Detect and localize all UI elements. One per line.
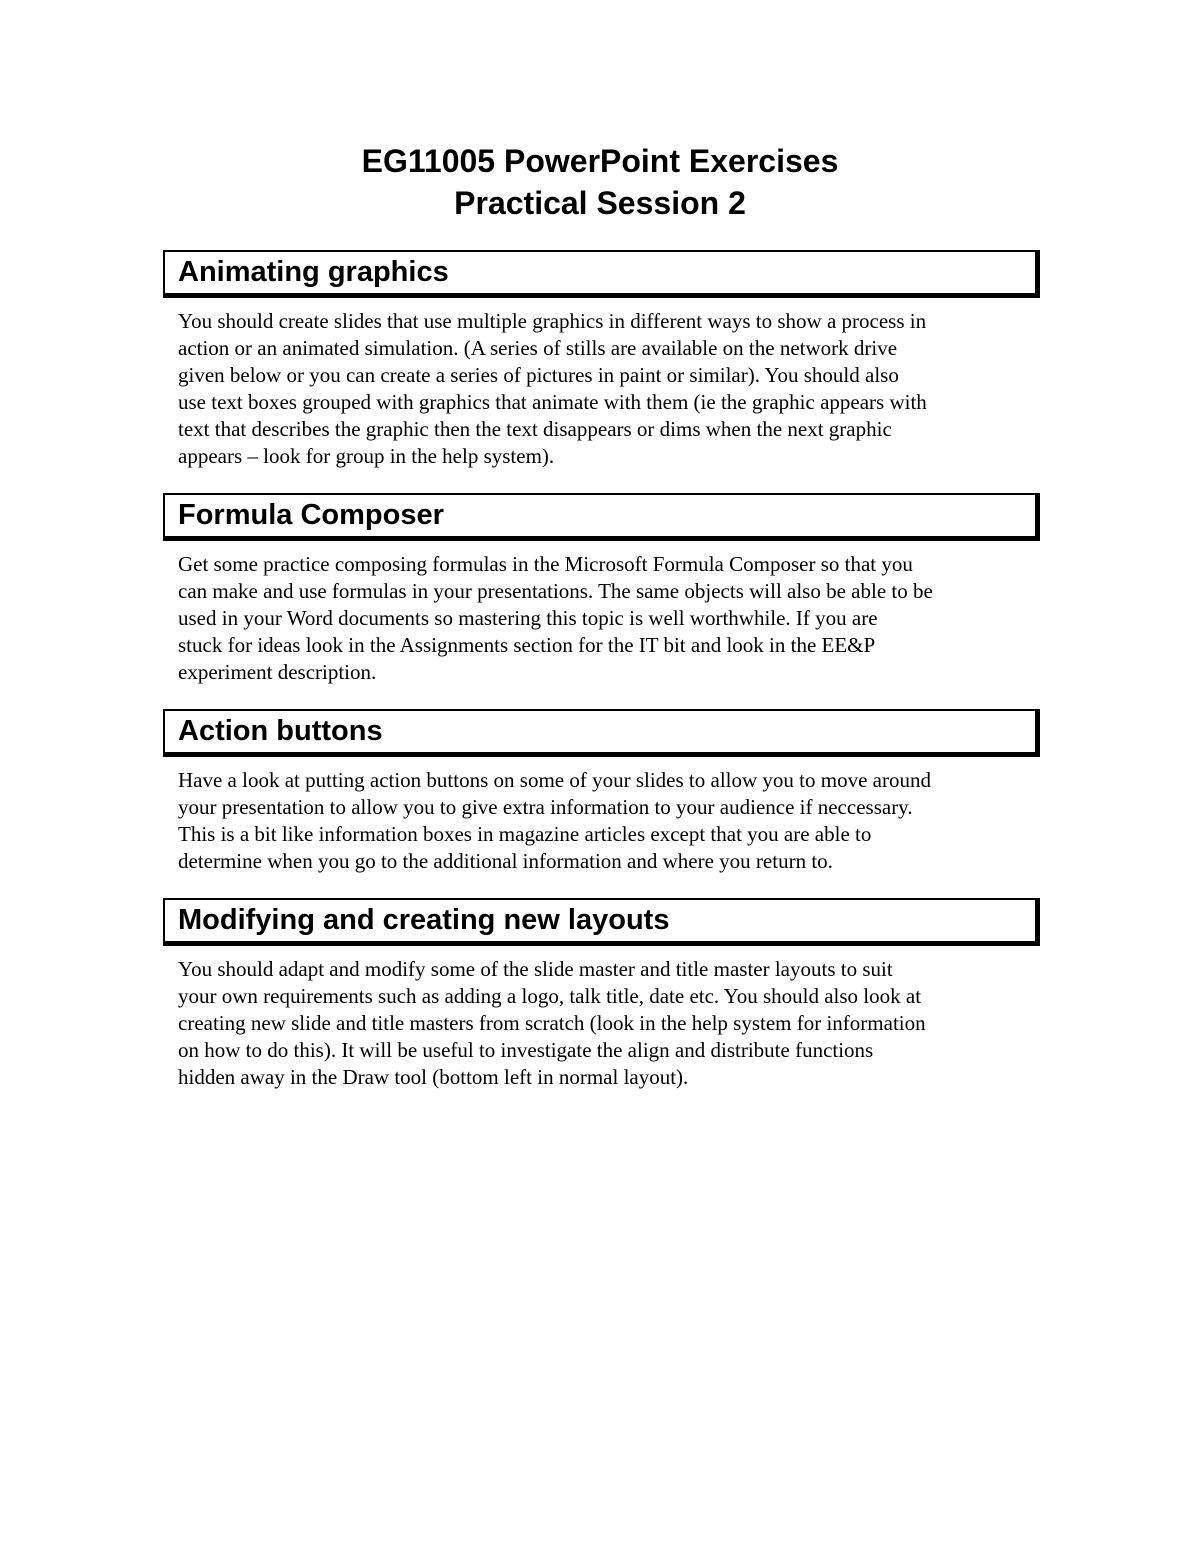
paragraph-line: Have a look at putting action buttons on some of your slides to allow you to move around bbox=[178, 768, 931, 792]
paragraph-line: appears – look for group in the help system). bbox=[178, 444, 555, 468]
section-paragraph bbox=[178, 551, 1038, 686]
paragraph-line: creating new slide and title masters from scratch (look in the help system for information bbox=[178, 1011, 926, 1035]
section-heading: Action buttons bbox=[163, 709, 1040, 757]
section-modifying-layouts bbox=[163, 898, 1040, 1091]
section-paragraph bbox=[178, 308, 1038, 470]
paragraph-line: experiment description. bbox=[178, 660, 377, 684]
paragraph-line: your presentation to allow you to give extra information to your audience if neccessary. bbox=[178, 795, 913, 819]
paragraph-line: given below or you can create a series of pictures in paint or similar). You should also bbox=[178, 363, 899, 387]
paragraph-line: can make and use formulas in your presentations. The same objects will also be able to be bbox=[178, 579, 933, 603]
section-paragraph bbox=[178, 956, 1038, 1091]
paragraph-line: determine when you go to the additional information and where you return to. bbox=[178, 849, 833, 873]
paragraph-line: use text boxes grouped with graphics that animate with them (ie the graphic appears with bbox=[178, 390, 927, 414]
paragraph-line: You should create slides that use multiple graphics in different ways to show a process in bbox=[178, 309, 927, 333]
subtitle-line: Practical Session 2 bbox=[454, 185, 746, 221]
title-line: EG11005 PowerPoint Exercises bbox=[361, 143, 839, 179]
section-paragraph bbox=[178, 767, 1038, 875]
paragraph-line: Get some practice composing formulas in the Microsoft Formula Composer so that you bbox=[178, 552, 913, 576]
paragraph-line: This is a bit like information boxes in magazine articles except that you are able to bbox=[178, 822, 872, 846]
document-title bbox=[0, 140, 1200, 224]
paragraph-line: text that describes the graphic then the text disappears or dims when the next graphic bbox=[178, 417, 892, 441]
paragraph-line: hidden away in the Draw tool (bottom left in normal layout). bbox=[178, 1065, 689, 1089]
paragraph-line: stuck for ideas look in the Assignments section for the IT bit and look in the EE&P bbox=[178, 633, 876, 657]
paragraph-line: action or an animated simulation. (A series of stills are available on the network drive bbox=[178, 336, 898, 360]
section-heading: Animating graphics bbox=[163, 250, 1040, 298]
paragraph-line: used in your Word documents so mastering this topic is well worthwhile. If you are bbox=[178, 606, 878, 630]
paragraph-line: your own requirements such as adding a logo, talk title, date etc. You should also look at bbox=[178, 984, 922, 1008]
section-action-buttons bbox=[163, 709, 1040, 875]
section-heading: Formula Composer bbox=[163, 493, 1040, 541]
paragraph-line: You should adapt and modify some of the slide master and title master layouts to suit bbox=[178, 957, 893, 981]
section-animating-graphics bbox=[163, 250, 1040, 470]
section-formula-composer bbox=[163, 493, 1040, 686]
section-heading: Modifying and creating new layouts bbox=[163, 898, 1040, 946]
paragraph-line: on how to do this). It will be useful to investigate the align and distribute functions bbox=[178, 1038, 874, 1062]
